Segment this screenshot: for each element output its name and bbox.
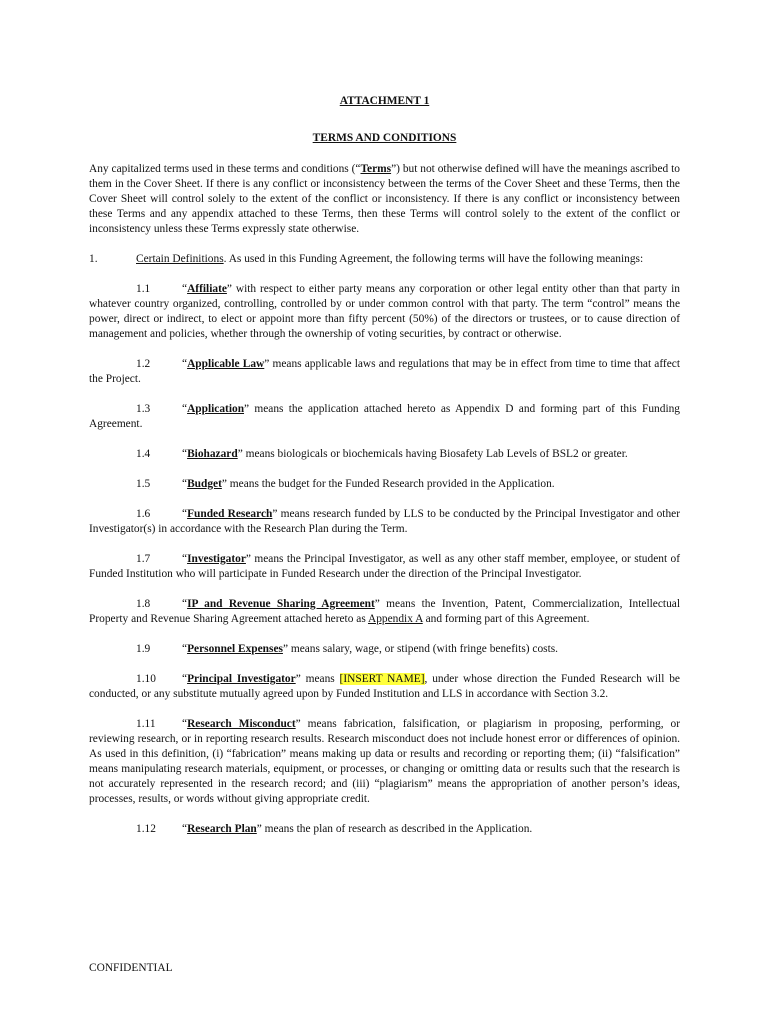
definition-1-5 [89, 477, 680, 492]
document-page [89, 94, 680, 852]
quote: “ [182, 358, 188, 370]
quote: “ [182, 478, 188, 490]
def-term: Research Misconduct [187, 718, 296, 730]
attachment-heading: ATTACHMENT 1 [339, 95, 430, 107]
def-text: ” means the application attached hereto as Appendix D and forming part of this Funding Agreement. [89, 403, 680, 430]
section-title: Certain Definitions [136, 253, 224, 265]
appendix-a-reference: Appendix A [367, 613, 423, 625]
section-number: 1. [89, 253, 98, 265]
def-number: 1.10 [136, 673, 156, 685]
def-number: 1.5 [136, 478, 151, 490]
def-term: Principal Investigator [187, 673, 296, 685]
definition-1-10 [89, 672, 680, 702]
terms-title: TERMS AND CONDITIONS [312, 132, 457, 144]
def-number: 1.2 [136, 358, 151, 370]
definition-1-4 [89, 447, 680, 462]
def-term: Research Plan [187, 823, 257, 835]
intro-text-a: Any capitalized terms used in these terms and conditions (“ [89, 163, 361, 175]
def-text-end: , under whose direction the Funded Research will be conducted, or any substitute mutually agreed upon by Funded Institution and LLS in accordance with Section 3.2. [89, 673, 680, 700]
def-text: ” means the plan of research as described in the Application. [256, 823, 533, 835]
quote: “ [182, 598, 188, 610]
def-term: Personnel Expenses [187, 643, 283, 655]
confidential-footer: CONFIDENTIAL [89, 962, 173, 974]
def-number: 1.1 [136, 283, 151, 295]
definition-1-6 [89, 507, 680, 537]
def-number: 1.9 [136, 643, 151, 655]
section-1 [89, 252, 680, 267]
def-term: Biohazard [187, 448, 238, 460]
quote: “ [182, 643, 188, 655]
def-number: 1.3 [136, 403, 151, 415]
quote: “ [182, 553, 188, 565]
def-term: Funded Research [187, 508, 273, 520]
quote: “ [182, 673, 188, 685]
definition-1-12 [89, 822, 680, 837]
def-text: ” means the budget for the Funded Research provided in the Application. [221, 478, 555, 490]
def-number: 1.6 [136, 508, 151, 520]
def-text: ” means research funded by LLS to be conducted by the Principal Investigator and other Investigator(s) in accordance with the Research Plan during the Term. [89, 508, 680, 535]
definition-1-9 [89, 642, 680, 657]
definition-1-3 [89, 402, 680, 432]
def-term: Budget [187, 478, 222, 490]
quote: “ [182, 508, 188, 520]
def-text: ” means salary, wage, or stipend (with fringe benefits) costs. [282, 643, 559, 655]
def-term: Affiliate [187, 283, 227, 295]
quote: “ [182, 448, 188, 460]
quote: “ [182, 283, 188, 295]
intro-paragraph [89, 162, 680, 237]
definition-1-2 [89, 357, 680, 387]
quote: “ [182, 823, 188, 835]
def-number: 1.4 [136, 448, 151, 460]
def-number: 1.11 [136, 718, 156, 730]
def-number: 1.12 [136, 823, 156, 835]
def-number: 1.8 [136, 598, 151, 610]
def-term: Investigator [187, 553, 246, 565]
def-text: ” means applicable laws and regulations that may be in effect from time to time that affect the Project. [89, 358, 680, 385]
def-term: IP and Revenue Sharing Agreement [187, 598, 375, 610]
intro-text-b: ”) but not otherwise defined will have the meanings ascribed to them in the Cover Sheet. If there is any conflict or inconsistency between the terms of the Cover Sheet and these Terms, then the Cover Sheet will control solely to the extent of the conflict or inconsistency. If there is any conflict or inconsistency between these Terms and any appendix attached to these Terms, then these Terms will control solely to the extent of the conflict or inconsistency unless these Terms expressly state otherwise. [89, 163, 680, 235]
intro-term: Terms [360, 163, 392, 175]
quote: “ [182, 403, 188, 415]
def-text: ” with respect to either party means any corporation or other legal entity other than that party in whatever country organized, controlling, controlled by or under common control with that party. The term “control” means the power, direct or indirect, to elect or appoint more than fifty percent (50%) of the directors or trustees, or to cause direction of management and policies, whether through the ownership of voting securities, by contract or otherwise. [89, 283, 680, 340]
definition-1-8 [89, 597, 680, 627]
definition-1-1 [89, 282, 680, 342]
definition-1-11 [89, 717, 680, 807]
def-number: 1.7 [136, 553, 151, 565]
insert-name-placeholder: [INSERT NAME] [339, 673, 425, 685]
def-text: ” means [295, 673, 340, 685]
section-text: . As used in this Funding Agreement, the following terms will have the following meanings: [223, 253, 644, 265]
def-term: Applicable Law [187, 358, 265, 370]
def-text: ” means fabrication, falsification, or plagiarism in proposing, performing, or reviewing research, or in reporting research results. Research misconduct does not include honest error or differences of opinion. As used in this definition, (i) “fabrication” means making up data or results and recording or reporting them; (ii) “falsification” means manipulating research materials, equipment, or processes, or changing or omitting data or results such that the research is not accurately represented in the research record; and (iii) “plagiarism” means the appropriation of another person’s ideas, processes, results, or words without giving appropriate credit. [89, 718, 680, 805]
def-text: ” means biologicals or biochemicals having Biosafety Lab Levels of BSL2 or greater. [237, 448, 628, 460]
def-term: Application [187, 403, 245, 415]
def-text: ” means the Invention, Patent, Commercialization, Intellectual Property and Revenue Sharing Agreement attached hereto as [89, 598, 680, 625]
quote: “ [182, 718, 188, 730]
def-text: ” means the Principal Investigator, as well as any other staff member, employee, or student of Funded Institution who will participate in Funded Research under the direction of the Principal Investigator. [89, 553, 680, 580]
definition-1-7 [89, 552, 680, 582]
def-text-end: and forming part of this Agreement. [422, 613, 590, 625]
